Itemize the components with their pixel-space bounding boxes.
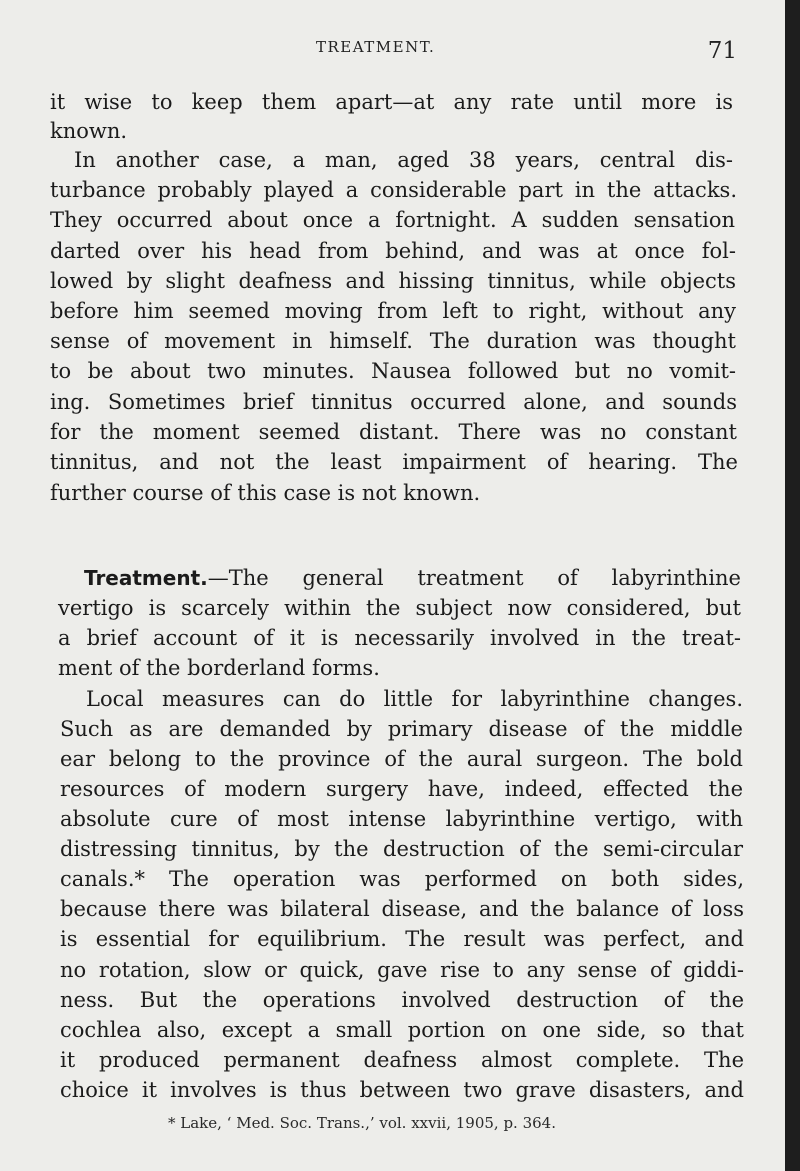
text-line: They occurred about once a fortnight. A sudden sensation (50, 208, 735, 232)
text-line: vertigo is scarcely within the subject now considered, but (58, 596, 741, 620)
text-line: because there was bilateral disease, and the balance of loss (60, 897, 744, 921)
text-line: it produced permanent deafness almost complete. The (60, 1048, 744, 1072)
text-line: In another case, a man, aged 38 years, central dis- (74, 148, 733, 172)
text-line: no rotation, slow or quick, gave rise to any sense of giddi- (60, 958, 744, 982)
text-line: distressing tinnitus, by the destruction of the semi-circular (60, 837, 743, 861)
text-line: Such as are demanded by primary disease of the middle (60, 717, 743, 741)
text-line: ment of the borderland forms. (58, 656, 380, 680)
text-line: choice it involves is thus between two grave disasters, and (60, 1078, 744, 1102)
section-heading: Treatment. (84, 566, 208, 590)
text-line: to be about two minutes. Nausea followed but no vomit- (50, 359, 736, 383)
text-line: it wise to keep them apart—at any rate until more is (50, 90, 733, 114)
text-line: resources of modern surgery have, indeed, effected the (60, 777, 743, 801)
text-line: further course of this case is not known. (50, 481, 481, 505)
text-line: Local measures can do little for labyrinthine changes. (86, 687, 743, 711)
text-line: known. (50, 119, 128, 143)
section-first-line (84, 563, 741, 593)
text-line: a brief account of it is necessarily involved in the treat- (58, 626, 741, 650)
text-line: ear belong to the province of the aural surgeon. The bold (60, 747, 743, 771)
text-line: —The general treatment of labyrinthine (207, 566, 741, 590)
text-line: ness. But the operations involved destruction of the (60, 988, 744, 1012)
page-number: 71 (707, 38, 737, 64)
text-line: sense of movement in himself. The duration was thought (50, 329, 736, 353)
text-line: tinnitus, and not the least impairment of hearing. The (50, 450, 738, 474)
running-head: TREATMENT. (316, 38, 436, 56)
text-line: ing. Sometimes brief tinnitus occurred alone, and sounds (50, 390, 737, 414)
text-line: absolute cure of most intense labyrinthine vertigo, with (60, 807, 743, 831)
text-line: lowed by slight deafness and hissing tinnitus, while objects (50, 269, 736, 293)
text-line: canals.* The operation was performed on both sides, (60, 867, 744, 891)
text-line: cochlea also, except a small portion on one side, so that (60, 1018, 744, 1042)
footnote: * Lake, ‘ Med. Soc. Trans.,’ vol. xxvii, 1905, p. 364. (168, 1114, 556, 1132)
text-line: darted over his head from behind, and was at once fol- (50, 239, 736, 263)
text-line: is essential for equilibrium. The result was perfect, and (60, 927, 744, 951)
scan-edge (785, 0, 800, 1171)
text-line: for the moment seemed distant. There was no constant (50, 420, 737, 444)
text-line: before him seemed moving from left to right, without any (50, 299, 736, 323)
text-line: turbance probably played a considerable part in the attacks. (50, 178, 737, 202)
